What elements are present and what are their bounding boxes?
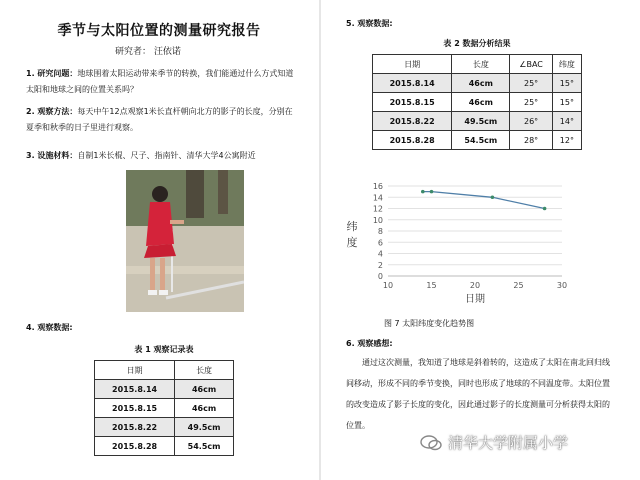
observation-method: [26, 104, 296, 136]
y-tick-label: 14: [372, 193, 383, 203]
table-cell: 2015.8.28: [95, 437, 175, 456]
research-question: [26, 66, 296, 98]
table-row: [95, 380, 234, 399]
page-divider: [319, 0, 321, 480]
table2-section: 5. 观察数据:: [346, 19, 393, 28]
table-header-cell: 日期: [373, 55, 452, 74]
table-cell: 46cm: [452, 74, 510, 93]
y-tick-label: 16: [372, 182, 383, 191]
table-row: [373, 93, 582, 112]
wechat-icon: [420, 435, 442, 451]
series-line: [423, 192, 545, 209]
table-cell: 46cm: [175, 380, 234, 399]
table-cell: 25°: [510, 74, 552, 93]
x-tick-label: 20: [469, 281, 481, 290]
report-title: 季节与太阳位置的测量研究报告: [57, 23, 261, 39]
figure-caption: 图 7 太阳纬度变化趋势图: [384, 319, 475, 328]
y-axis-label: 度: [346, 236, 358, 249]
x-tick-label: 25: [513, 281, 524, 290]
analysis-table: [372, 54, 582, 150]
y-tick-label: 2: [377, 260, 383, 270]
research-question-label: 1. 研究问题：: [26, 69, 78, 78]
data-point: [491, 195, 495, 199]
table-row: [95, 399, 234, 418]
table2-caption: 表 2 数据分析结果: [443, 39, 511, 48]
data-point: [421, 190, 425, 194]
observation-table: [94, 360, 234, 456]
data-point: [543, 207, 547, 211]
table-cell: 14°: [552, 112, 581, 131]
y-tick-label: 4: [377, 249, 383, 259]
table-cell: 54.5cm: [175, 437, 234, 456]
table1-caption: 表 1 观察记录表: [134, 345, 194, 354]
equipment: [26, 148, 296, 164]
table-header-cell: 长度: [452, 55, 510, 74]
table-header-cell: ∠BAC: [510, 55, 552, 74]
table-row: [95, 418, 234, 437]
table-header-cell: 长度: [175, 361, 234, 380]
measurement-photo: [126, 170, 244, 312]
table-row: [373, 112, 582, 131]
observation-method-label: 2. 观察方法：: [26, 107, 78, 116]
table1-section: 4. 观察数据:: [26, 323, 73, 332]
reflection-text: 通过这次测量，我知道了地球是斜着转的，这造成了太阳在南北回归线间移动，形成不同的季节变换，同时也形成了地球的不同温度带。太阳位置的改变造成了影子长度的变化，因此通过影子的长度测量可分析获得太阳的位置。: [346, 358, 610, 430]
table-cell: 2015.8.22: [373, 112, 452, 131]
data-point: [430, 190, 434, 194]
x-tick-label: 15: [426, 281, 437, 290]
table-cell: 2015.8.14: [95, 380, 175, 399]
table-header-cell: 日期: [95, 361, 175, 380]
table-cell: 49.5cm: [175, 418, 234, 437]
y-tick-label: 10: [372, 215, 383, 225]
table-cell: 2015.8.22: [95, 418, 175, 437]
table-row: [373, 131, 582, 150]
equipment-text: 自制1米长棍、尺子、指南针、清华大学4公寓附近: [77, 151, 256, 160]
y-tick-label: 0: [377, 272, 383, 281]
table-cell: 15°: [552, 93, 581, 112]
table-row: [373, 74, 582, 93]
table-cell: 2015.8.14: [373, 74, 452, 93]
table-cell: 54.5cm: [452, 131, 510, 150]
table-cell: 2015.8.15: [373, 93, 452, 112]
table-cell: 15°: [552, 74, 581, 93]
table-cell: 2015.8.15: [95, 399, 175, 418]
x-axis-label: 日期: [465, 294, 485, 305]
x-tick-label: 30: [556, 281, 568, 290]
table-cell: 49.5cm: [452, 112, 510, 131]
equipment-label: 3. 设施材料：: [26, 151, 78, 160]
report-page-left: [0, 0, 318, 480]
latitude-chart: [340, 178, 570, 308]
x-tick-label: 10: [382, 281, 394, 290]
y-tick-label: 6: [377, 238, 383, 248]
report-author: 研究者： 汪依诺: [115, 47, 181, 57]
research-question-text: 地球围着太阳运动带来季节的转换，我们能通过什么方式知道太阳和地球之间的位置关系吗？: [26, 69, 294, 94]
table-cell: 25°: [510, 93, 552, 112]
table-cell: 46cm: [175, 399, 234, 418]
table-cell: 12°: [552, 131, 581, 150]
reflection-section: 6. 观察感想:: [346, 339, 393, 348]
observation-method-text: 每天中午12点观察1米长直杆朝向北方的影子的长度，分别在夏季和秋季的日子里进行观察。: [26, 107, 293, 132]
watermark: [420, 432, 568, 453]
watermark-text: 清华大学附属小学: [448, 434, 569, 452]
table-row: [95, 437, 234, 456]
table-cell: 46cm: [452, 93, 510, 112]
y-axis-label: 纬: [346, 220, 358, 233]
table-cell: 26°: [510, 112, 552, 131]
table-cell: 28°: [510, 131, 552, 150]
table-cell: 2015.8.28: [373, 131, 452, 150]
latitude-chart-svg: [340, 178, 570, 308]
y-tick-label: 12: [372, 204, 383, 214]
table-header-cell: 纬度: [552, 55, 581, 74]
y-tick-label: 8: [377, 227, 383, 236]
